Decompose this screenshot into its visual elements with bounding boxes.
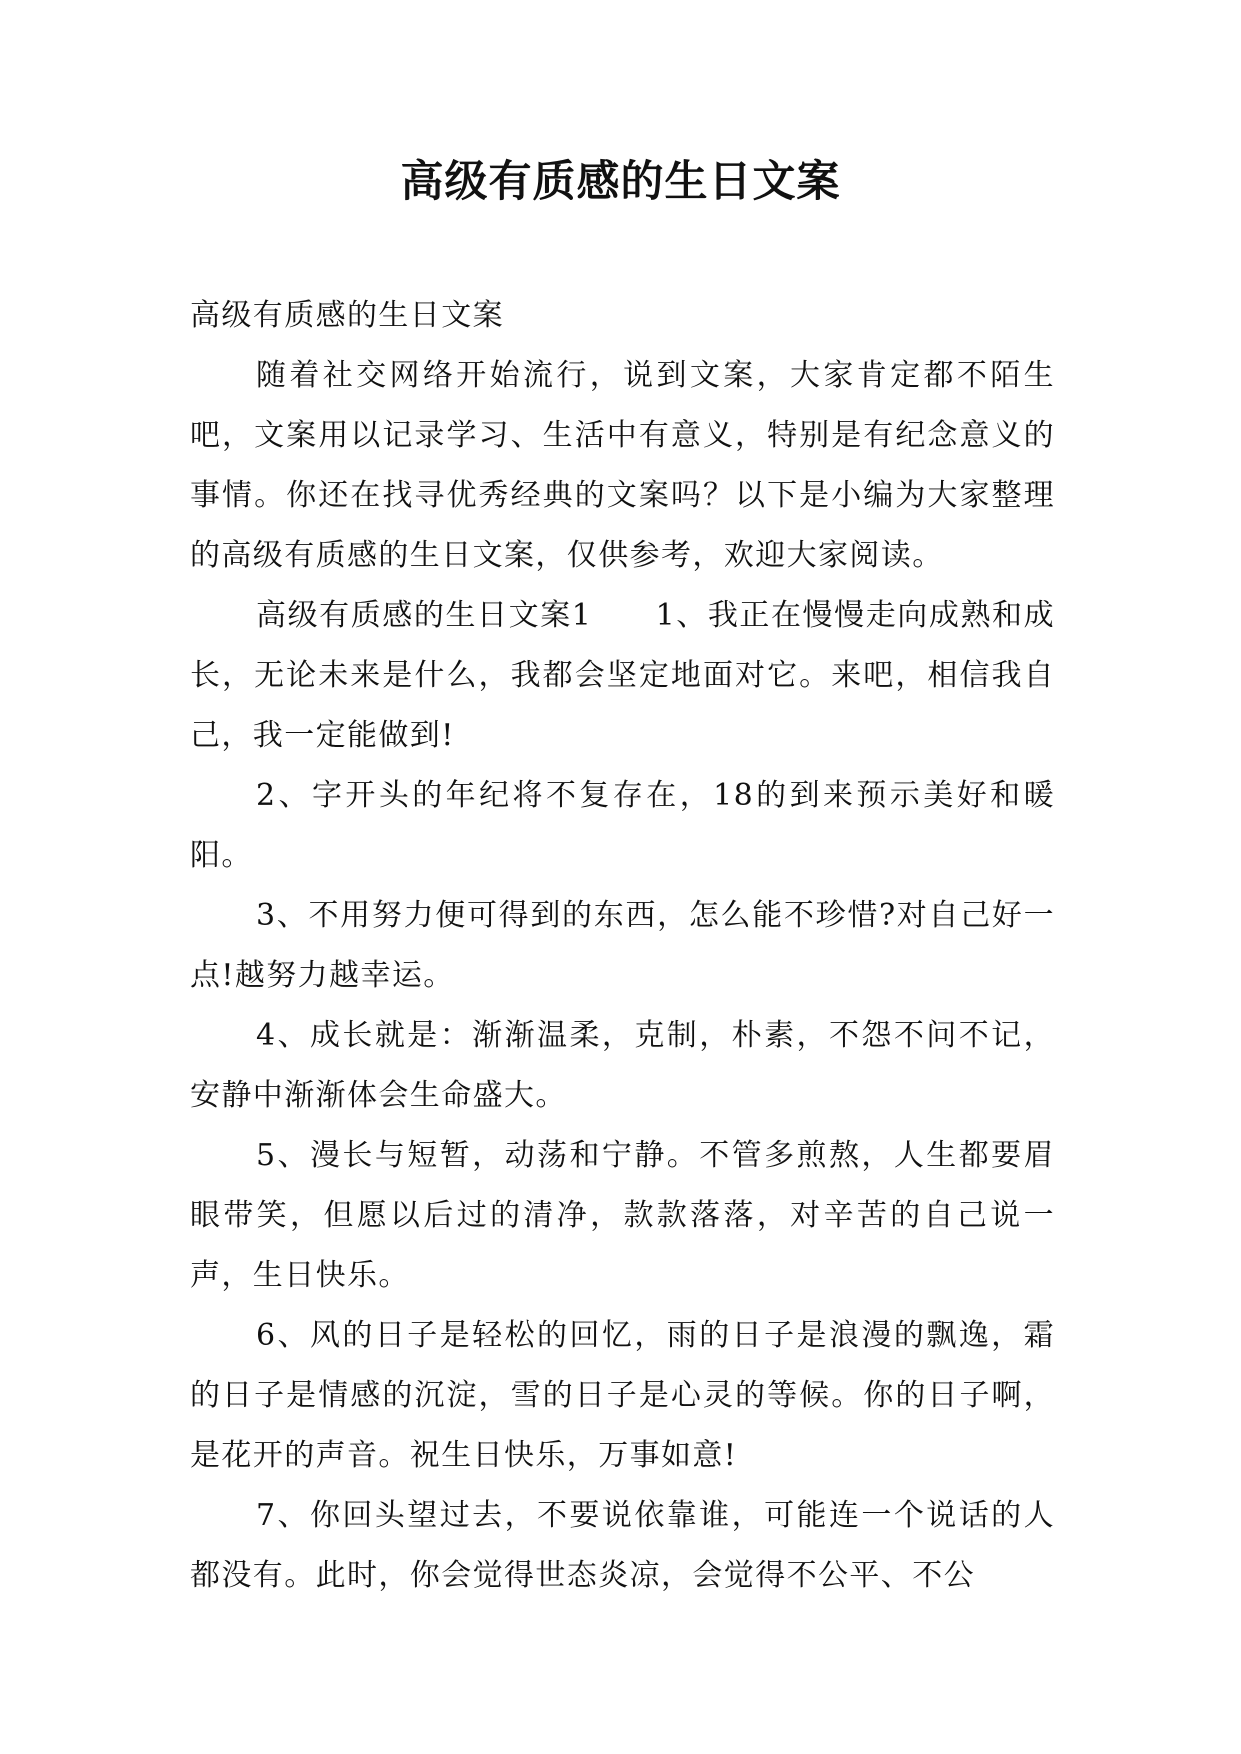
document-body — [190, 286, 1055, 1606]
paragraph-item-6: 6、风的日子是轻松的回忆，雨的日子是浪漫的飘逸，霜的日子是情感的沉淀，雪的日子是心灵的等候。你的日子啊，是花开的声音。祝生日快乐，万事如意! — [190, 1318, 1055, 1473]
paragraph-item-1: 高级有质感的生日文案1 1、我正在慢慢走向成熟和成长，无论未来是什么，我都会坚定地面对它。来吧，相信我自己，我一定能做到! — [190, 598, 1055, 753]
paragraph-item-5: 5、漫长与短暂，动荡和宁静。不管多煎熬，人生都要眉眼带笑，但愿以后过的清净，款款落落，对辛苦的自己说一声，生日快乐。 — [190, 1138, 1055, 1293]
document-title: 高级有质感的生日文案 — [400, 157, 841, 207]
paragraph-item-3: 3、不用努力便可得到的东西，怎么能不珍惜?对自己好一点!越努力越幸运。 — [190, 898, 1055, 993]
subtitle-paragraph: 高级有质感的生日文案 — [190, 298, 504, 333]
paragraph-item-4: 4、成长就是：渐渐温柔，克制，朴素，不怨不问不记，安静中渐渐体会生命盛大。 — [190, 1018, 1055, 1113]
paragraph-item-7: 7、你回头望过去，不要说依靠谁，可能连一个说话的人都没有。此时，你会觉得世态炎凉，会觉得不公平、不公 — [190, 1498, 1055, 1593]
paragraph-item-2: 2、字开头的年纪将不复存在，18的到来预示美好和暖阳。 — [190, 778, 1055, 873]
intro-paragraph: 随着社交网络开始流行，说到文案，大家肯定都不陌生吧，文案用以记录学习、生活中有意义，特别是有纪念意义的事情。你还在找寻优秀经典的文案吗？以下是小编为大家整理的高级有质感的生日文案，仅供参考，欢迎大家阅读。 — [190, 358, 1055, 573]
